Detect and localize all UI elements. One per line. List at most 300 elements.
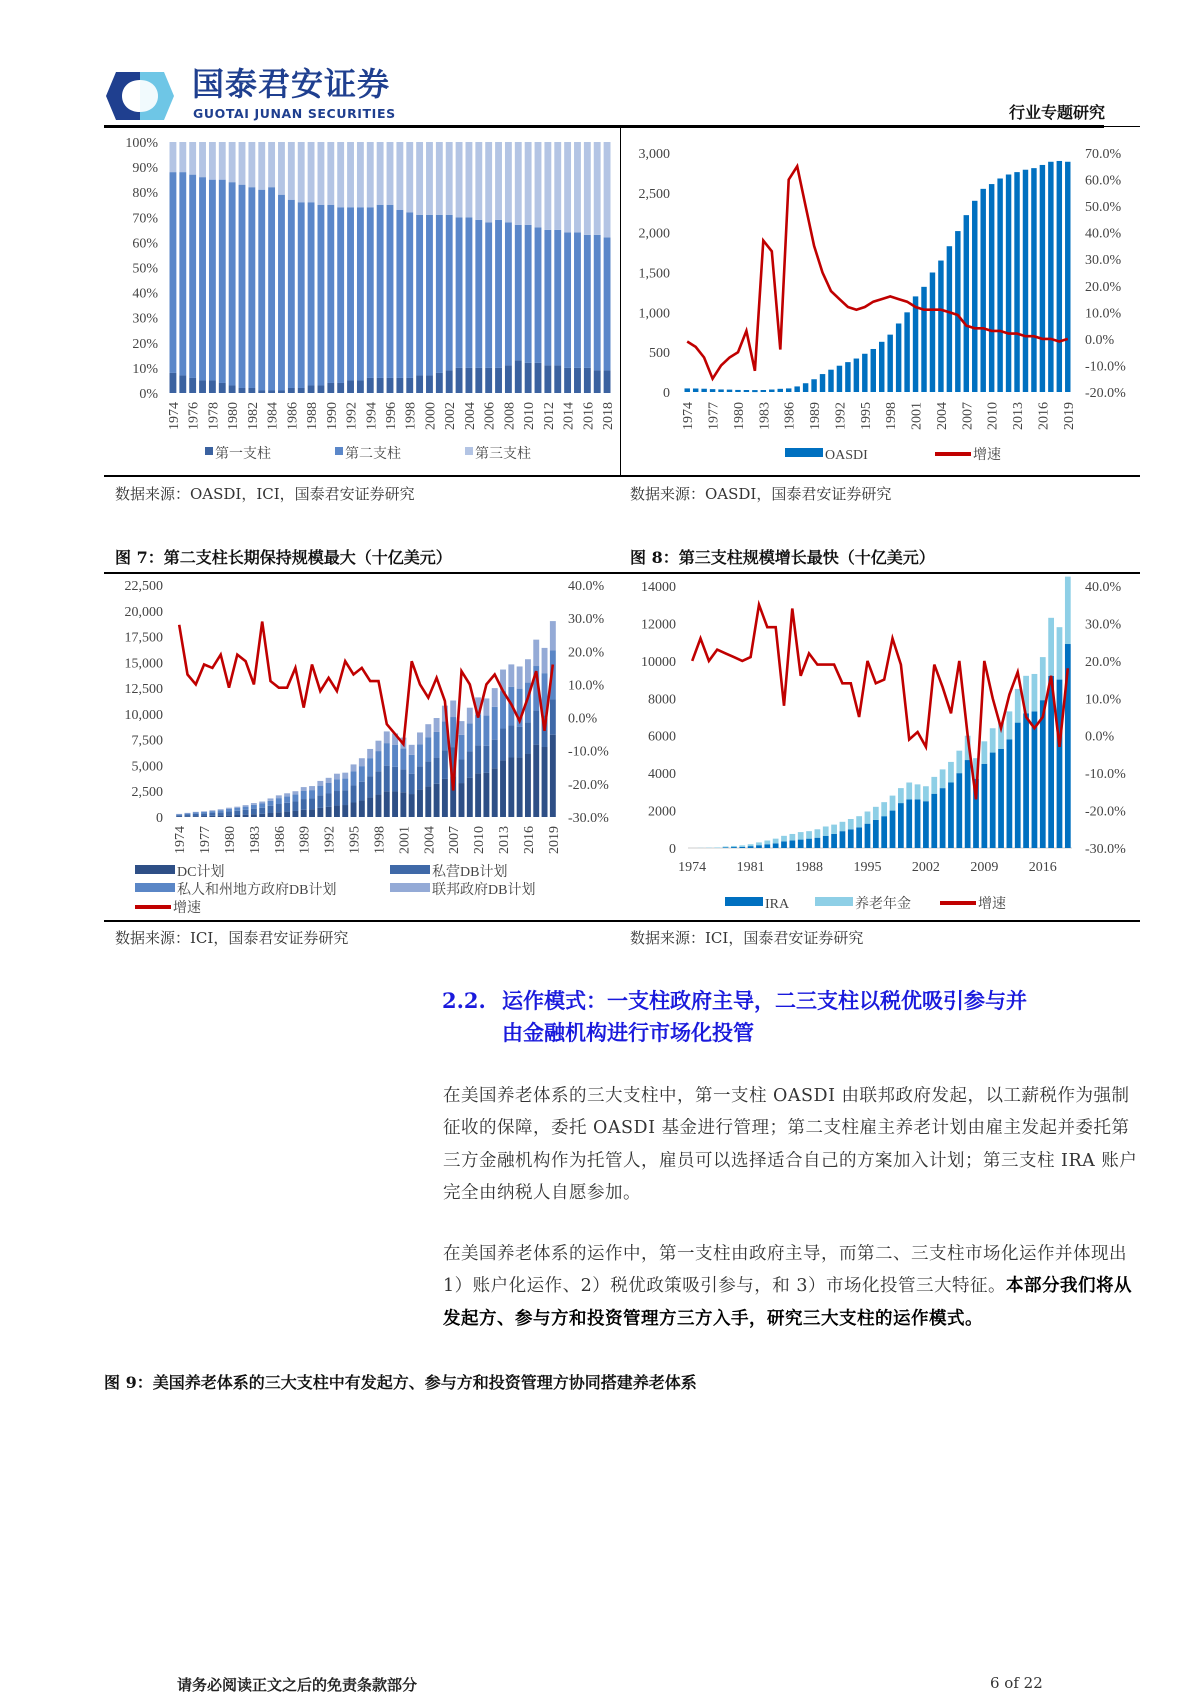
y2-tick-label: -30.0%: [568, 811, 609, 826]
bar-segment: [417, 732, 423, 744]
bar-segment: [309, 809, 315, 817]
bar-segment: [594, 370, 601, 393]
legend-swatch: [785, 448, 823, 457]
bar-segment: [258, 190, 265, 391]
bar-segment: [931, 794, 937, 848]
x-tick-label: 1983: [757, 402, 773, 430]
paragraph-2: [443, 1238, 1143, 1335]
bar-segment: [505, 142, 512, 222]
bar-segment: [301, 787, 307, 791]
bar-segment: [234, 808, 240, 811]
x-tick-label: 1995: [347, 826, 363, 854]
bar-segment: [789, 841, 795, 848]
bar-segment: [890, 811, 896, 848]
bar-segment: [239, 142, 246, 185]
bar-segment: [425, 761, 431, 786]
bar-segment: [308, 385, 315, 393]
bar-segment: [384, 743, 390, 766]
legend-label: 养老年金: [855, 897, 911, 912]
bar-segment: [201, 814, 207, 816]
x-tick-label: 1988: [795, 860, 824, 875]
bar-segment: [278, 142, 285, 195]
bar-segment: [406, 378, 413, 393]
bar-segment: [337, 383, 344, 393]
bar-segment: [326, 778, 332, 783]
bar-segment: [923, 801, 929, 848]
y-tick-label: 12,500: [124, 682, 163, 698]
bar-segment: [351, 764, 357, 771]
bar-oasdi: [769, 390, 774, 392]
bar-oasdi: [718, 389, 723, 392]
bar-segment: [898, 803, 904, 848]
bar-segment: [317, 781, 323, 786]
legend-label: 联邦政府DB计划: [432, 883, 536, 898]
bar-segment: [856, 816, 862, 827]
y2-tick-label: -20.0%: [1085, 386, 1126, 401]
page-number: 6 of 22: [990, 1674, 1043, 1692]
bar-oasdi: [972, 201, 977, 392]
bar-segment: [714, 847, 720, 848]
bar-segment: [475, 715, 481, 746]
bar-segment: [387, 378, 394, 393]
bar-segment: [268, 142, 275, 187]
bar-segment: [492, 740, 498, 769]
x-tick-label: 1974: [681, 402, 697, 430]
bar-segment: [434, 784, 440, 817]
bar-segment: [243, 810, 249, 815]
bar-segment: [337, 142, 344, 207]
bar-segment: [377, 378, 384, 393]
x-tick-label: 2004: [934, 402, 950, 430]
bar-oasdi: [964, 215, 969, 392]
bar-segment: [856, 827, 862, 848]
x-tick-label: 2009: [970, 860, 999, 875]
x-tick-label: 1978: [206, 402, 222, 430]
y-tick-label: 500: [649, 346, 670, 362]
x-tick-label: 1983: [247, 826, 263, 854]
bar-segment: [517, 727, 523, 758]
bar-segment: [170, 373, 177, 393]
bar-segment: [392, 791, 398, 817]
bar-segment: [436, 373, 443, 393]
y-tick-label: 8000: [648, 692, 676, 708]
bar-segment: [446, 142, 453, 215]
bar-segment: [367, 207, 374, 378]
bar-segment: [209, 816, 215, 817]
figure-8-title: 图 8：第三支柱规模增长最快（十亿美元）: [630, 548, 935, 567]
bar-oasdi: [1040, 165, 1045, 392]
y-tick-label: 10,000: [124, 707, 163, 723]
bar-segment: [351, 802, 357, 817]
bar-segment: [508, 664, 514, 686]
x-tick-label: 2019: [1061, 402, 1077, 430]
y2-tick-label: -10.0%: [568, 744, 609, 760]
bar-segment: [604, 370, 611, 393]
bar-segment: [258, 390, 265, 393]
bar-segment: [525, 722, 531, 753]
document-type: 行业专题研究: [1008, 103, 1105, 122]
bar-segment: [881, 802, 887, 816]
bar-segment: [417, 790, 423, 817]
bar-segment: [483, 773, 489, 817]
x-tick-label: 1980: [226, 402, 242, 430]
y-tick-label: 100%: [125, 136, 158, 151]
legend-label: 增速: [173, 901, 201, 916]
bar-oasdi: [735, 390, 740, 392]
x-tick-label: 1976: [186, 402, 202, 430]
bar-segment: [584, 368, 591, 393]
bar-segment: [500, 729, 506, 761]
y-tick-label: 10000: [641, 654, 676, 670]
bar-segment: [542, 648, 548, 673]
bar-segment: [226, 815, 232, 817]
y2-tick-label: 20.0%: [1085, 654, 1122, 670]
bar-segment: [467, 778, 473, 817]
bar-segment: [193, 816, 199, 817]
bar-segment: [456, 217, 463, 368]
bar-segment: [517, 666, 523, 688]
bar-oasdi: [837, 366, 842, 392]
bar-segment: [342, 805, 348, 817]
bar-segment: [525, 659, 531, 682]
bar-oasdi: [693, 388, 698, 392]
bar-segment: [466, 217, 473, 368]
bar-segment: [492, 768, 498, 817]
bar-segment: [239, 185, 246, 388]
x-tick-label: 2006: [482, 401, 498, 430]
y2-tick-label: -10.0%: [1085, 359, 1126, 375]
x-tick-label: 1992: [322, 826, 338, 854]
y-tick-label: 0: [663, 386, 670, 401]
bar-segment: [218, 816, 224, 817]
x-tick-label: 2007: [960, 402, 976, 430]
bar-segment: [199, 177, 206, 380]
bar-segment: [416, 375, 423, 393]
x-tick-label: 2010: [522, 402, 538, 430]
bar-segment: [288, 388, 295, 393]
bar-segment: [357, 207, 364, 380]
bar-segment: [288, 200, 295, 388]
x-tick-label: 1977: [706, 402, 722, 430]
bar-segment: [533, 640, 539, 666]
x-tick-label: 2014: [561, 402, 577, 430]
y2-tick-label: 40.0%: [1085, 226, 1122, 242]
bar-segment: [764, 841, 770, 845]
bar-oasdi: [1006, 175, 1011, 392]
bar-segment: [251, 805, 257, 809]
bar-segment: [436, 215, 443, 373]
bar-segment: [276, 812, 282, 817]
x-tick-label: 1982: [245, 402, 261, 430]
section-title-line1: 运作模式：一支柱政府主导，二三支柱以税优吸引参与并: [502, 988, 1027, 1013]
bar-segment: [483, 698, 489, 715]
bar-segment: [781, 836, 787, 842]
bar-segment: [377, 205, 384, 378]
bar-segment: [409, 755, 415, 774]
bar-segment: [400, 749, 406, 770]
y-tick-label: 0%: [139, 387, 158, 402]
bar-segment: [450, 700, 456, 717]
bar-segment: [209, 813, 215, 816]
bar-segment: [831, 834, 837, 848]
bar-segment: [342, 773, 348, 779]
bar-oasdi: [794, 386, 799, 392]
bar-segment: [525, 225, 532, 363]
bar-segment: [278, 390, 285, 393]
bar-segment: [948, 783, 954, 849]
y-tick-label: 0: [156, 811, 163, 826]
bar-segment: [773, 839, 779, 844]
bar-segment: [292, 802, 298, 811]
source-fig6: 数据来源：OASDI，国泰君安证券研究: [630, 485, 892, 503]
y2-tick-label: 0.0%: [1085, 729, 1115, 745]
bar-oasdi: [710, 389, 715, 392]
bar-segment: [342, 779, 348, 791]
x-tick-label: 2019: [546, 826, 562, 854]
bar-oasdi: [1057, 161, 1062, 392]
bar-segment: [416, 215, 423, 376]
bar-segment: [515, 142, 522, 225]
bar-oasdi: [803, 383, 808, 392]
y-tick-label: 1,500: [638, 266, 670, 282]
bar-segment: [327, 205, 334, 383]
bar-segment: [815, 829, 821, 837]
bar-segment: [259, 814, 265, 817]
bar-segment: [544, 142, 551, 230]
bar-segment: [906, 799, 912, 848]
x-tick-label: 2004: [462, 402, 478, 430]
bar-segment: [815, 838, 821, 848]
bar-segment: [485, 222, 492, 368]
bar-segment: [517, 757, 523, 817]
bar-segment: [459, 783, 465, 817]
bar-segment: [176, 815, 182, 816]
legend-label: 第三支柱: [475, 447, 531, 462]
bar-segment: [508, 725, 514, 757]
bar-segment: [229, 182, 236, 385]
bar-segment: [748, 844, 754, 846]
bar-segment: [229, 142, 236, 182]
bar-segment: [201, 812, 207, 814]
y2-tick-label: -20.0%: [568, 777, 609, 793]
bar-segment: [898, 788, 904, 803]
bar-segment: [334, 774, 340, 780]
bar-segment: [317, 795, 323, 808]
bar-segment: [574, 142, 581, 232]
bar-segment: [594, 235, 601, 371]
bar-segment: [915, 799, 921, 848]
bar-segment: [209, 810, 215, 811]
bar-segment: [525, 142, 532, 225]
legend-line-swatch: [940, 901, 976, 905]
bar-segment: [409, 774, 415, 794]
y-tick-label: 20,000: [124, 604, 163, 620]
bar-segment: [1023, 713, 1029, 848]
x-tick-label: 1986: [272, 826, 288, 854]
bar-segment: [550, 735, 556, 817]
bar-segment: [931, 777, 937, 794]
bar-segment: [533, 711, 539, 745]
bar-segment: [359, 758, 365, 766]
bar-segment: [251, 803, 257, 805]
bar-oasdi: [744, 390, 749, 392]
bar-segment: [201, 811, 207, 812]
y-tick-label: 14000: [641, 580, 676, 595]
bar-segment: [584, 142, 591, 235]
x-tick-label: 1989: [297, 826, 313, 854]
y2-tick-label: 0.0%: [1085, 332, 1115, 348]
y-tick-label: 20%: [132, 336, 158, 352]
bar-segment: [376, 771, 382, 794]
bar-segment: [554, 230, 561, 366]
bar-segment: [773, 843, 779, 848]
section-title-line2: 由金融机构进行市场化投管: [502, 1020, 754, 1045]
bar-segment: [357, 142, 364, 207]
bar-segment: [292, 791, 298, 794]
bar-segment: [574, 368, 581, 393]
bar-segment: [416, 142, 423, 215]
bar-oasdi: [871, 349, 876, 392]
bar-segment: [209, 811, 215, 813]
bar-segment: [1015, 723, 1021, 848]
bar-segment: [199, 380, 206, 393]
bar-segment: [574, 232, 581, 368]
bar-segment: [193, 814, 199, 816]
bar-segment: [467, 751, 473, 777]
bar-segment: [456, 142, 463, 217]
legend-label: 增速: [978, 897, 1006, 912]
x-tick-label: 2016: [521, 826, 537, 854]
bar-segment: [459, 721, 465, 735]
y-tick-label: 15,000: [124, 656, 163, 672]
y-tick-label: 6000: [648, 729, 676, 745]
x-tick-label: 1986: [782, 402, 798, 430]
bar-segment: [301, 799, 307, 810]
bar-segment: [326, 783, 332, 794]
y2-tick-label: 20.0%: [1085, 279, 1122, 295]
bar-segment: [243, 807, 249, 810]
bar-segment: [417, 766, 423, 789]
bar-segment: [268, 390, 275, 393]
bar-segment: [170, 142, 177, 172]
bar-segment: [1032, 711, 1038, 848]
x-tick-label: 2010: [472, 826, 488, 854]
legend-swatch: [135, 865, 175, 874]
x-tick-label: 1988: [305, 402, 321, 430]
bar-segment: [239, 388, 246, 393]
y-tick-label: 5,000: [131, 759, 163, 775]
bar-segment: [292, 795, 298, 802]
bar-segment: [209, 142, 216, 180]
legend-swatch: [135, 883, 175, 892]
legend-swatch: [205, 447, 213, 455]
x-tick-label: 2004: [422, 826, 438, 854]
bar-oasdi: [930, 273, 935, 393]
bar-oasdi: [854, 359, 859, 392]
bar-segment: [948, 762, 954, 783]
y-tick-label: 7,500: [131, 733, 163, 749]
bar-segment: [515, 360, 522, 393]
bar-oasdi: [1023, 170, 1028, 392]
bar-segment: [384, 731, 390, 743]
bar-segment: [604, 142, 611, 237]
bar-segment: [756, 842, 762, 845]
bar-segment: [301, 810, 307, 817]
bar-segment: [298, 142, 305, 202]
bar-segment: [367, 378, 374, 393]
bar-oasdi: [828, 370, 833, 392]
y2-tick-label: -30.0%: [1085, 842, 1126, 857]
bar-segment: [990, 753, 996, 848]
bar-segment: [525, 363, 532, 393]
y-tick-label: 4000: [648, 767, 676, 783]
y2-tick-label: -20.0%: [1085, 804, 1126, 820]
source-fig7: 数据来源：ICI，国泰君安证券研究: [115, 929, 349, 947]
bar-segment: [492, 707, 498, 740]
y-tick-label: 3,000: [638, 147, 670, 162]
bar-segment: [259, 803, 265, 807]
bar-segment: [298, 202, 305, 388]
bar-oasdi: [786, 388, 791, 392]
x-tick-label: 2016: [581, 402, 597, 430]
section-number: 2.2.: [442, 988, 486, 1013]
bar-segment: [873, 807, 879, 820]
source-fig8: 数据来源：ICI，国泰君安证券研究: [630, 929, 864, 947]
y-tick-label: 50%: [132, 261, 158, 277]
bar-segment: [1057, 680, 1063, 848]
bar-segment: [357, 380, 364, 393]
bar-segment: [956, 773, 962, 848]
bar-segment: [456, 368, 463, 393]
y-tick-label: 2,500: [638, 186, 670, 202]
bar-segment: [400, 769, 406, 792]
bar-segment: [342, 790, 348, 805]
bar-segment: [334, 779, 340, 791]
legend-label: IRA: [765, 897, 790, 912]
bar-oasdi: [997, 178, 1002, 392]
bar-segment: [550, 699, 556, 734]
bar-segment: [748, 846, 754, 848]
x-tick-label: 2012: [541, 402, 557, 430]
bar-segment: [426, 375, 433, 393]
bar-segment: [806, 839, 812, 848]
x-tick-label: 1995: [858, 402, 874, 430]
bar-segment: [425, 724, 431, 737]
bar-segment: [923, 786, 929, 801]
legend-line-swatch: [135, 905, 171, 909]
bar-segment: [865, 812, 871, 824]
y-tick-label: 90%: [132, 161, 158, 177]
bar-segment: [426, 215, 433, 376]
bar-segment: [1015, 689, 1021, 723]
x-tick-label: 2018: [601, 402, 617, 430]
section-title: [502, 985, 1027, 1049]
x-tick-label: 1990: [324, 402, 340, 430]
bar-segment: [179, 142, 186, 172]
bar-segment: [179, 375, 186, 393]
x-tick-label: 2001: [909, 402, 925, 430]
bar-oasdi: [921, 287, 926, 392]
bar-segment: [535, 363, 542, 393]
bar-segment: [495, 142, 502, 220]
legend-label: 私人和州地方政府DB计划: [177, 883, 337, 898]
bar-segment: [544, 230, 551, 366]
bar-segment: [359, 766, 365, 782]
bar-segment: [326, 807, 332, 817]
bar-oasdi: [1014, 172, 1019, 392]
bar-segment: [243, 805, 249, 806]
bar-segment: [298, 388, 305, 393]
